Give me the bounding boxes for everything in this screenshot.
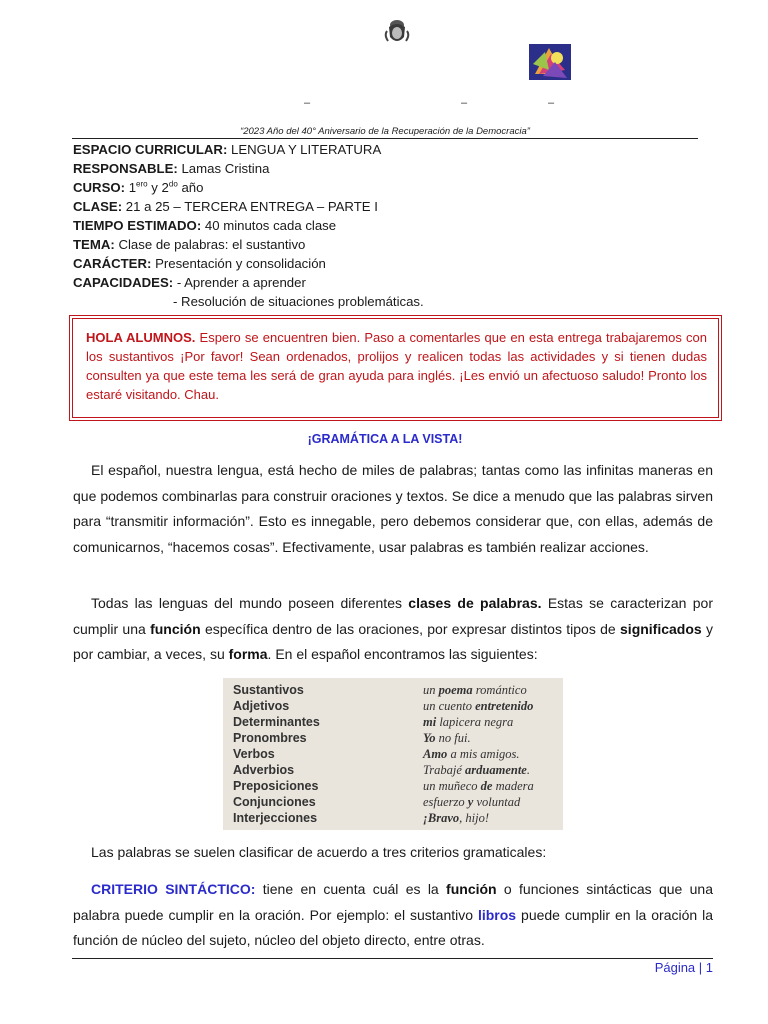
word-class-category: Preposiciones xyxy=(233,779,319,793)
word-class-row xyxy=(233,810,534,826)
info-sup: do xyxy=(168,179,178,189)
example-keyword: entretenido xyxy=(475,699,534,713)
word-class-example xyxy=(423,682,534,698)
header-dash-1: – xyxy=(304,97,311,109)
info-block xyxy=(73,140,703,311)
info-value: 40 minutos cada clase xyxy=(204,218,337,233)
header-divider xyxy=(72,138,698,139)
header-dash-2: – xyxy=(461,97,468,109)
word-class-category: Conjunciones xyxy=(233,795,316,809)
header-dash-3: – xyxy=(548,97,555,109)
example-text: no fui. xyxy=(435,731,471,745)
info-label: TEMA: xyxy=(73,237,115,252)
word-class-row xyxy=(233,714,534,730)
example-keyword: ¡Bravo xyxy=(423,811,460,825)
example-text: un xyxy=(423,683,439,697)
greeting-bold: HOLA ALUMNOS. xyxy=(86,330,196,345)
info-label: CLASE: xyxy=(73,199,123,214)
info-value: Lamas Cristina xyxy=(181,161,270,176)
info-value: y 2 xyxy=(151,180,169,195)
info-label: CURSO: xyxy=(73,180,126,195)
example-text: Trabajé xyxy=(423,763,466,777)
example-text: romántico xyxy=(472,683,527,697)
paragraph-text: . En el español encontramos las siguientes: xyxy=(267,646,538,662)
example-text: a mis amigos. xyxy=(447,747,520,761)
example-text: . xyxy=(526,763,530,777)
example-text: un cuento xyxy=(423,699,476,713)
word-class-table xyxy=(223,678,563,830)
coat-of-arms-icon xyxy=(383,17,411,47)
keyword-clases: clases de palabras. xyxy=(408,595,542,611)
example-text: un muñeco xyxy=(423,779,481,793)
paragraph-text: y por cambiar, a veces, su xyxy=(73,620,714,662)
criterio-title: CRITERIO SINTÁCTICO: xyxy=(91,881,256,897)
info-label: RESPONSABLE: xyxy=(73,161,178,176)
keyword-forma: forma xyxy=(228,646,268,662)
page-number: Página | 1 xyxy=(654,960,713,975)
word-class-row xyxy=(233,730,534,746)
info-label: TIEMPO ESTIMADO: xyxy=(73,218,202,233)
info-value: 21 a 25 – TERCERA ENTREGA – PARTE I xyxy=(125,199,378,214)
example-keyword: arduamente xyxy=(465,763,527,777)
word-class-example xyxy=(423,778,534,794)
word-class-example xyxy=(423,810,534,826)
word-class-category: Determinantes xyxy=(233,715,320,729)
paragraph-text: El español, nuestra lengua, está hecho de miles de palabras; tantas como las infinitas maneras en que podemos combinarlas para construir oraciones y textos. Se dice a menudo que las palabras sirven para “transmitir información”. Esto es innegable, pero debemos considerar que, con ellas, además de comunicarnos, “hacemos cosas”. Efectivamente, usar palabras es también realizar acciones. xyxy=(73,462,713,555)
info-label: CAPACIDADES: xyxy=(73,275,174,290)
info-value: - Aprender a aprender xyxy=(176,275,306,290)
section-title: ¡GRAMÁTICA A LA VISTA! xyxy=(307,432,463,446)
info-clase xyxy=(73,197,703,216)
info-capacidades xyxy=(73,273,703,292)
info-value: Presentación y consolidación xyxy=(155,256,326,271)
example-keyword: y xyxy=(467,795,474,809)
example-text: madera xyxy=(492,779,534,793)
word-class-category: Interjecciones xyxy=(233,811,318,825)
word-class-example xyxy=(423,730,534,746)
info-capacidades-2 xyxy=(73,292,703,311)
paragraph-text: específica dentro de las oraciones, por expresar distintos tipos de xyxy=(204,620,616,637)
example-keyword: poema xyxy=(438,683,473,697)
info-responsable xyxy=(73,159,703,178)
word-class-row xyxy=(233,794,534,810)
paragraph-3 xyxy=(73,840,713,866)
example-keyword: Yo xyxy=(423,731,436,745)
word-class-example xyxy=(423,794,534,810)
paragraph-text: tiene en cuenta cuál es la xyxy=(262,881,439,897)
info-sup: ero xyxy=(136,179,148,189)
info-value: 1 xyxy=(128,180,137,195)
footer-divider xyxy=(72,958,713,959)
word-class-example xyxy=(423,698,534,714)
example-text: voluntad xyxy=(473,795,521,809)
word-class-example xyxy=(423,762,534,778)
keyword-funcion: función xyxy=(446,881,497,897)
word-class-example xyxy=(423,746,534,762)
greeting-body: Espero se encuentren bien. Paso a comentarles que en esta entrega trabajaremos con los sustantivos ¡Por favor! Sean ordenados, prolijos y realicen todas las actividades y si tienen dudas consulten ya que este tema les será de gran ayuda para inglés. ¡Les envió un afectuoso saludo! Pronto los estaré visitando. Chau. xyxy=(86,330,707,402)
keyword-funcion: función xyxy=(150,620,201,637)
paragraph-text: Las palabras se suelen clasificar de acuerdo a tres criterios gramaticales: xyxy=(91,844,547,860)
motto: “2023 Año del 40° Aniversario de la Recuperación de la Democracia” xyxy=(240,126,530,137)
info-value: LENGUA Y LITERATURA xyxy=(231,142,382,157)
info-value: - Resolución de situaciones problemáticas. xyxy=(173,294,424,309)
info-value: Clase de palabras: el sustantivo xyxy=(118,237,306,252)
paragraph-text: Estas se caracterizan por cumplir una xyxy=(73,595,713,637)
example-keyword: de xyxy=(480,779,493,793)
example-text: lapicera negra xyxy=(436,715,514,729)
example-keyword: mi xyxy=(423,715,437,729)
info-tema xyxy=(73,235,703,254)
paragraph-1 xyxy=(73,458,713,560)
info-label: CARÁCTER: xyxy=(73,256,152,271)
word-class-row xyxy=(233,778,534,794)
word-class-row xyxy=(233,746,534,762)
school-logo-icon xyxy=(529,44,571,80)
paragraph-text: Todas las lenguas del mundo poseen diferentes xyxy=(91,595,402,611)
word-class-category: Verbos xyxy=(233,747,275,761)
paragraph-2 xyxy=(73,591,713,668)
keyword-significados: significados xyxy=(620,620,702,637)
word-class-category: Adverbios xyxy=(233,763,295,777)
example-keyword: Amo xyxy=(423,747,448,761)
info-caracter xyxy=(73,254,703,273)
paragraph-text: o funciones sintácticas que una palabra puede cumplir en la oración. Por ejemplo: el sustantivo xyxy=(73,881,714,923)
info-curso xyxy=(73,178,703,197)
example-text: , hijo! xyxy=(459,811,489,825)
word-class-row xyxy=(233,682,534,698)
info-tiempo xyxy=(73,216,703,235)
info-label: ESPACIO CURRICULAR: xyxy=(73,142,228,157)
keyword-libros: libros xyxy=(477,906,517,923)
info-espacio xyxy=(73,140,703,159)
word-class-row xyxy=(233,762,534,778)
paragraph-4 xyxy=(73,877,713,954)
example-text: esfuerzo xyxy=(423,795,468,809)
word-class-category: Pronombres xyxy=(233,731,307,745)
word-class-category: Sustantivos xyxy=(233,683,304,697)
word-class-row xyxy=(233,698,534,714)
paragraph-text: puede cumplir en la oración la función de núcleo del sujeto, núcleo del objeto directo, entre otras. xyxy=(73,906,714,948)
greeting-text xyxy=(86,328,707,404)
info-value: año xyxy=(181,180,204,195)
word-class-example xyxy=(423,714,534,730)
word-class-category: Adjetivos xyxy=(233,699,290,713)
